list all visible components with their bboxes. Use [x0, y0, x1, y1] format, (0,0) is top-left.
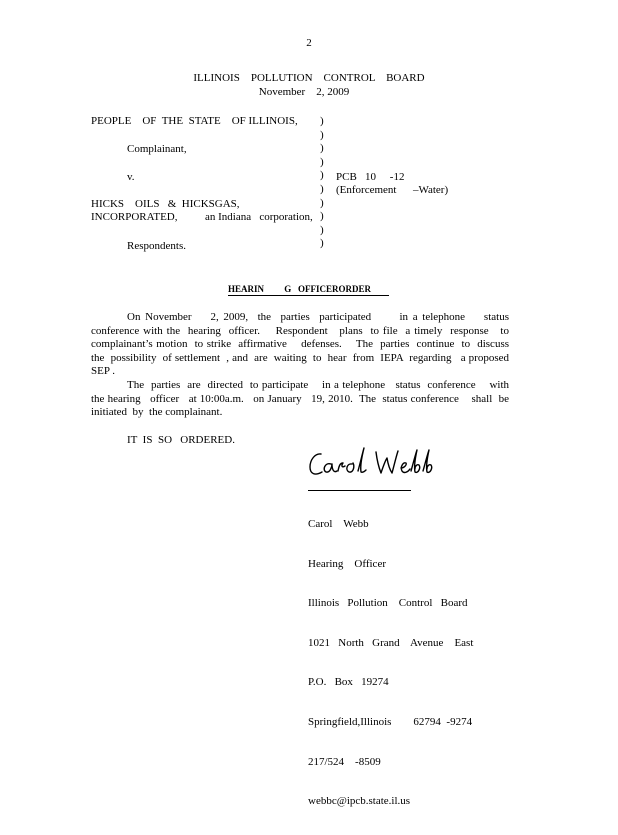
signer-email: webbc@ipcb.state.il.us [308, 795, 411, 808]
body-paragraph: On November 2, 2009, the parties participated in a telephone status conference with the hearing officer. Respondent plans to file a timely response to complainant’s motion to strike affirmative defenses. The parties continue to discuss the possibility of settlement , and are waiting to hear from IEPA regarding a proposed SEP . [91, 311, 518, 377]
page-number: 2 [306, 37, 312, 49]
signer-street-address: 1021 North Grand Avenue East [308, 636, 474, 649]
caption-defendant-line1: HICKS OILS & HICKSGAS, [91, 198, 240, 210]
order-date: November 2, 2009 [258, 86, 350, 98]
caption-respondents-label: Respondents. [127, 240, 186, 252]
signer-title: Hearing Officer [308, 557, 386, 570]
caption-bracket: ) [320, 155, 324, 168]
order-heading: HEARIN G OFFICERORDER [228, 284, 372, 294]
case-number: PCB 10 -12 [336, 171, 405, 183]
heading-underline [228, 295, 389, 296]
signature-line [308, 490, 411, 491]
board-name: ILLINOIS POLLUTION CONTROL BOARD [193, 72, 425, 84]
caption-complainant-label: Complainant, [127, 143, 187, 155]
case-type: (Enforcement –Water) [336, 184, 449, 196]
caption-bracket: ) [320, 182, 324, 195]
signer-city-state-zip: Springfield,Illinois 62794 -9274 [308, 715, 473, 728]
caption-defendant-line2: INCORPORATED, an Indiana corporation, [91, 211, 313, 223]
caption-bracket: ) [320, 237, 324, 250]
signer-name: Carol Webb [308, 518, 369, 530]
caption-bracket: ) [320, 196, 324, 209]
signer-po-box: P.O. Box 19274 [308, 676, 389, 689]
caption-bracket: ) [320, 210, 324, 223]
signer-phone: 217/524 -8509 [308, 755, 381, 768]
caption-bracket: ) [320, 142, 324, 155]
caption-bracket: ) [320, 223, 324, 236]
caption-versus: v. [127, 171, 135, 183]
signature-block [308, 492, 473, 835]
handwritten-signature [306, 442, 438, 484]
caption-bracket: ) [320, 115, 324, 127]
signer-organization: Illinois Pollution Control Board [308, 597, 468, 610]
body-paragraph: The parties are directed to participate in a telephone status conference with the hearing officer at 10:00a.m. on January 19, 2010. The status conference shall be initiated by the complainant. [91, 379, 515, 418]
caption-bracket: ) [320, 169, 324, 182]
closing-statement: IT IS SO ORDERED. [127, 434, 235, 446]
caption-bracket: ) [320, 128, 324, 141]
caption-bracket-column [320, 115, 324, 251]
caption-plaintiff: PEOPLE OF THE STATE OF ILLINOIS, [91, 115, 298, 127]
